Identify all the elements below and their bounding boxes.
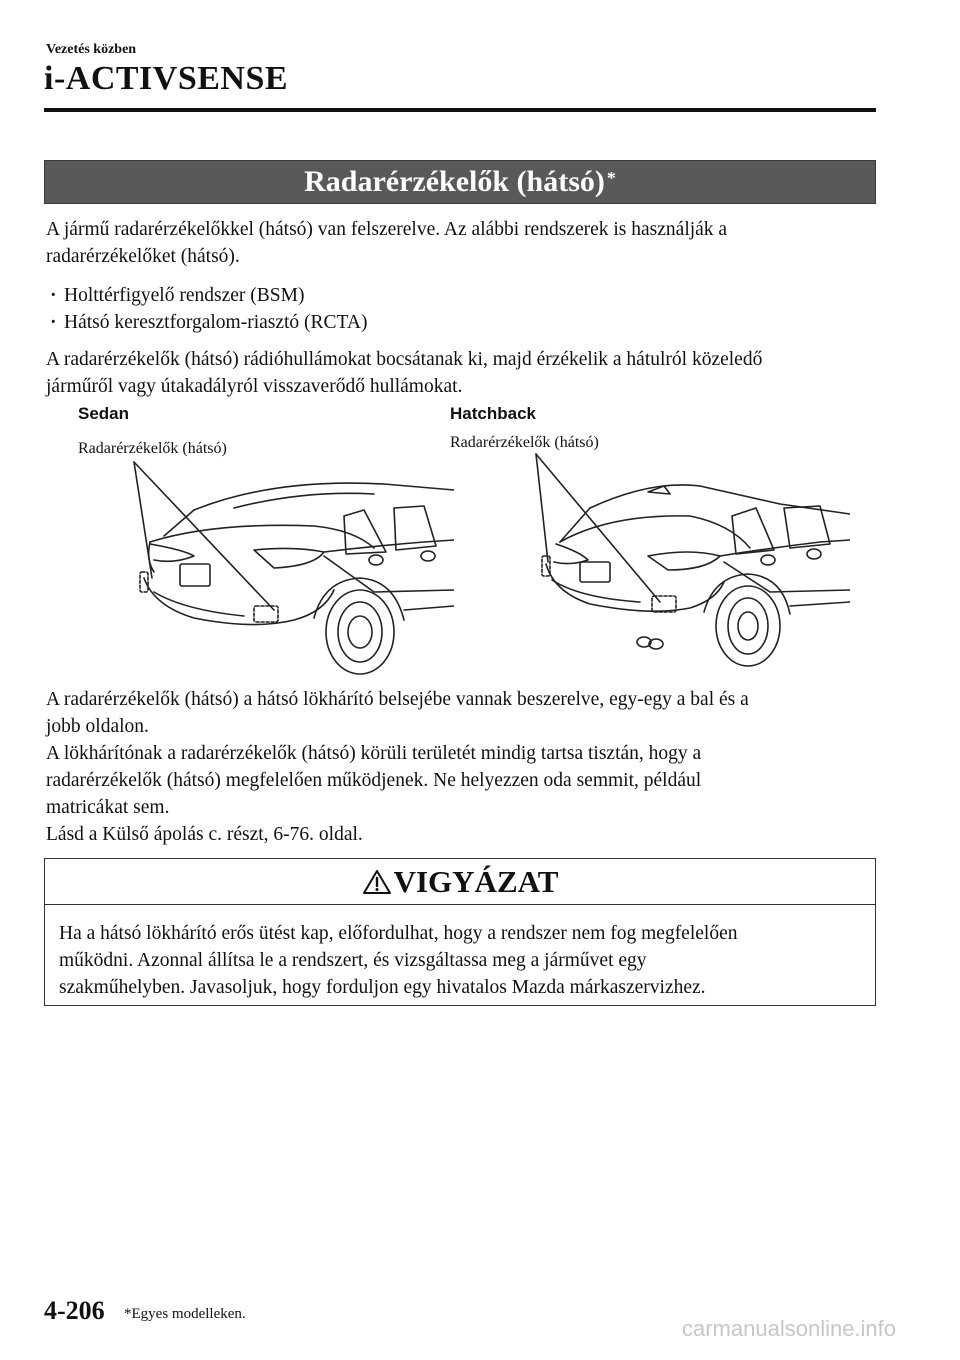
location-line: jobb oldalon. — [46, 716, 149, 737]
reference-link[interactable]: Lásd a Külső ápolás c. részt, 6-76. oldal. — [46, 824, 363, 845]
section-title: Radarérzékelők (hátsó) — [304, 165, 605, 198]
section-title-bar — [44, 160, 876, 204]
optional-mark: * — [606, 167, 616, 188]
intro-paragraph — [46, 216, 886, 270]
caution-heading — [45, 859, 875, 904]
caution-line: szakműhelyben. Javasoljuk, hogy forduljon egy hivatalos Mazda márkaszervizhez. — [59, 977, 706, 998]
caution-line: működni. Azonnal állítsa le a rendszert, és vizsgáltassa meg a járművet egy — [59, 950, 647, 971]
list-item — [50, 309, 368, 336]
hatchback-heading: Hatchback — [450, 404, 536, 423]
location-line: A radarérzékelők (hátsó) a hátsó lökhárító belsejébe vannak beszerelve, egy-egy a bal és a — [46, 689, 749, 710]
location-paragraph — [46, 686, 886, 848]
list-item — [50, 282, 304, 309]
location-line: A lökhárítónak a radarérzékelők (hátsó) körüli területét mindig tartsa tisztán, hogy a — [46, 743, 702, 764]
caution-divider — [45, 904, 875, 905]
bullet-dot: · — [50, 312, 57, 333]
caution-text — [59, 920, 859, 1001]
sedan-heading: Sedan — [78, 404, 130, 423]
breadcrumb: Vezetés közben — [46, 42, 137, 57]
intro-line: radarérzékelőket (hátsó). — [46, 246, 240, 267]
hatchback-sensor-label: Radarérzékelők (hátsó) — [450, 434, 599, 451]
list-item-text: Hátsó keresztforgalom-riasztó (RCTA) — [64, 312, 368, 333]
location-line: matricákat sem. — [46, 797, 170, 818]
caution-box — [44, 858, 876, 1006]
sedan-rear-illustration — [124, 460, 454, 675]
caution-line: Ha a hátsó lökhárító erős ütést kap, előfordulhat, hogy a rendszer nem fog megfelelően — [59, 923, 738, 944]
list-item-text: Holttérfigyelő rendszer (BSM) — [64, 285, 305, 306]
caution-title: VIGYÁZAT — [393, 863, 559, 899]
page-number: 4-206 — [44, 1296, 105, 1325]
intro-line: A jármű radarérzékelőkkel (hátsó) van felszerelve. Az alábbi rendszerek is használják a — [46, 219, 728, 240]
watermark: carmanualsonline.info — [682, 1316, 897, 1341]
location-line: radarérzékelők (hátsó) megfelelően működjenek. Ne helyezzen oda semmit, például — [46, 770, 702, 791]
header-rule — [44, 108, 876, 112]
bullet-dot: · — [50, 285, 57, 306]
warning-triangle-icon — [362, 869, 392, 895]
radio-line: járműről vagy útakadályról visszaverődő hullámokat. — [46, 376, 463, 397]
footnote: *Egyes modelleken. — [124, 1306, 246, 1322]
chapter-title: i-ACTIVSENSE — [44, 60, 289, 97]
radio-paragraph — [46, 346, 886, 400]
radio-line: A radarérzékelők (hátsó) rádióhullámokat bocsátanak ki, majd érzékelik a hátulról közeledő — [46, 349, 763, 370]
hatchback-rear-illustration — [520, 452, 850, 667]
sedan-sensor-label: Radarérzékelők (hátsó) — [78, 440, 227, 457]
